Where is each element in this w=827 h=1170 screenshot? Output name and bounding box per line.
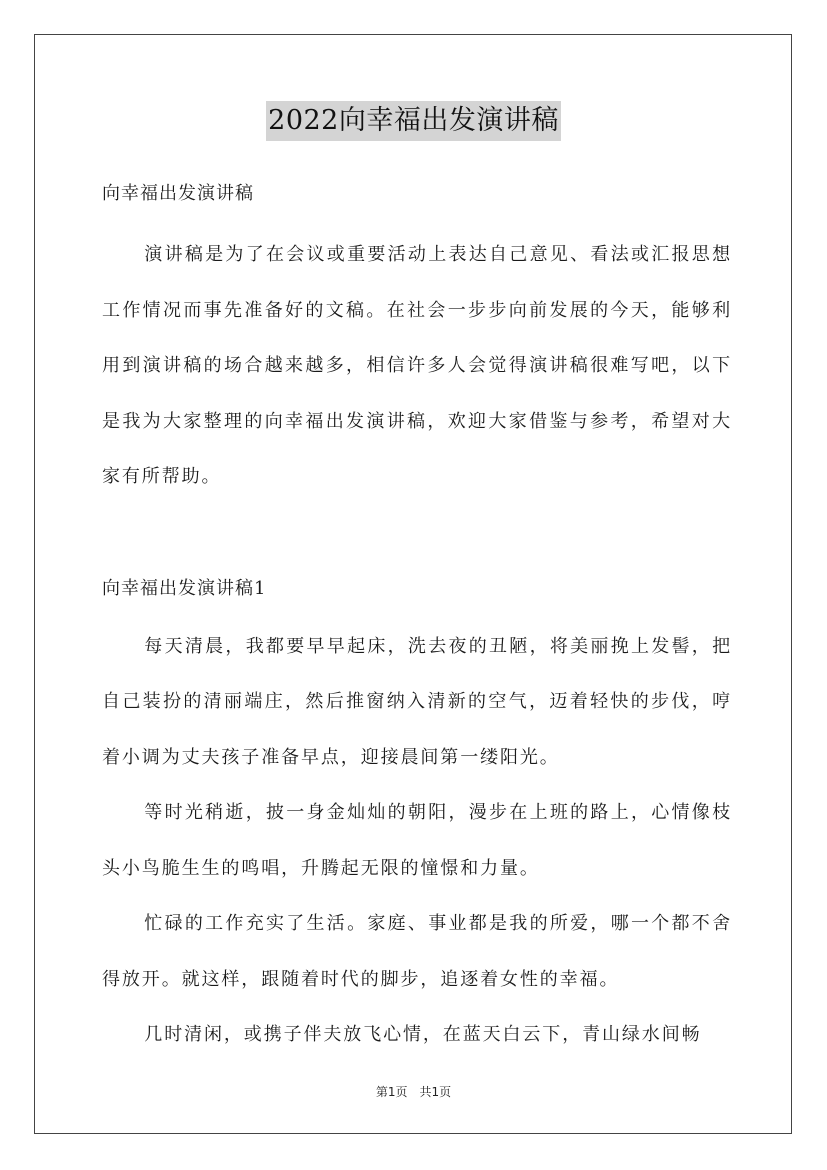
document-subtitle: 向幸福出发演讲稿 — [102, 183, 254, 204]
page-number-footer: 第1页 共1页 — [375, 1085, 452, 1099]
section-heading: 向幸福出发演讲稿1 — [102, 577, 267, 599]
body-paragraph: 几时清闲，或携子伴夫放飞心情，在蓝天白云下，青山绿水间畅 — [144, 1024, 702, 1045]
body-paragraph: 忙碌的工作充实了生活。家庭、事业都是我的所爱，哪一个都不舍得放开。就这样，跟随着时代的脚步，追逐着女性的幸福。 — [102, 913, 732, 990]
document-title: 2022向幸福出发演讲稿 — [266, 101, 561, 141]
title-container — [0, 101, 827, 141]
body-paragraph: 每天清晨，我都要早早起床，洗去夜的丑陋，将美丽挽上发髻，把自己装扮的清丽端庄，然后推窗纳入清新的空气，迈着轻快的步伐，哼着小调为丈夫孩子准备早点，迎接晨间第一缕阳光。 — [102, 635, 732, 768]
document-body — [102, 176, 732, 1063]
intro-paragraph: 演讲稿是为了在会议或重要活动上表达自己意见、看法或汇报思想工作情况而事先准备好的文稿。在社会一步步向前发展的今天，能够利用到演讲稿的场合越来越多，相信许多人会觉得演讲稿很难写吧，以下是我为大家整理的向幸福出发演讲稿，欢迎大家借鉴与参考，希望对大家有所帮助。 — [102, 244, 732, 487]
body-paragraph: 等时光稍逝，披一身金灿灿的朝阳，漫步在上班的路上，心情像枝头小鸟脆生生的鸣唱，升腾起无限的憧憬和力量。 — [102, 802, 732, 879]
